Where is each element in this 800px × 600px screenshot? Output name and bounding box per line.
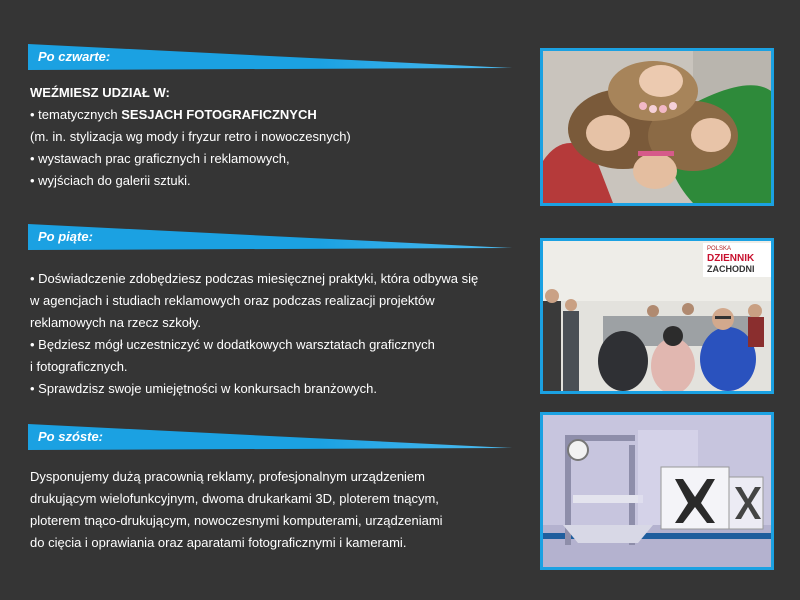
section-heading: Po szóste: xyxy=(38,429,104,444)
section-banner-2 xyxy=(28,224,512,250)
section-heading: Po czwarte: xyxy=(38,49,111,64)
section-banner-3 xyxy=(28,424,512,450)
text-line: drukującym wielofunkcyjnym, dwoma drukarkami 3D, ploterem tnącym, xyxy=(30,491,439,506)
text-line: • wystawach prac graficznych i reklamowych, xyxy=(30,151,290,166)
text-line: • Będziesz mógł uczestniczyć w dodatkowych warsztatach graficznych xyxy=(30,337,435,352)
text-line: w agencjach i studiach reklamowych oraz podczas realizacji projektów xyxy=(30,293,435,308)
text-line: • Doświadczenie zdobędziesz podczas miesięcznej praktyki, która odbywa się xyxy=(30,271,479,286)
section-text-1 xyxy=(30,82,510,192)
section-text-2 xyxy=(30,268,510,400)
section-heading: Po piąte: xyxy=(38,229,93,244)
sign-text-1: POLSKA xyxy=(707,246,732,252)
text-line: • tematycznych SESJACH FOTOGRAFICZNYCH xyxy=(30,107,317,122)
section-banner-1 xyxy=(28,44,512,70)
sign-text-3: ZACHODNI xyxy=(707,264,755,274)
section-title: WEŹMIESZ UDZIAŁ W: xyxy=(30,85,170,100)
section-text-3 xyxy=(30,466,510,554)
3d-printers-image xyxy=(540,412,774,570)
text-line: i fotograficznych. xyxy=(30,359,128,374)
sign-text-2: DZIENNIK xyxy=(707,253,755,264)
photo-session-image xyxy=(540,48,774,206)
text-line: • Sprawdzisz swoje umiejętności w konkursach branżowych. xyxy=(30,381,378,396)
text-line: Dysponujemy dużą pracownią reklamy, profesjonalnym urządzeniem xyxy=(30,469,425,484)
text-line: (m. in. stylizacja wg mody i fryzur retro i nowoczesnych) xyxy=(30,129,351,144)
internship-meeting-image xyxy=(540,238,774,394)
banner-shape xyxy=(28,224,512,250)
text-line: reklamowych na rzecz szkoły. xyxy=(30,315,201,330)
text-line: do cięcia i oprawiania oraz aparatami fotograficznymi i kamerami. xyxy=(30,535,407,550)
text-line: • wyjściach do galerii sztuki. xyxy=(30,173,191,188)
text-line: ploterem tnąco-drukującym, nowoczesnymi komputerami, urządzeniami xyxy=(30,513,443,528)
